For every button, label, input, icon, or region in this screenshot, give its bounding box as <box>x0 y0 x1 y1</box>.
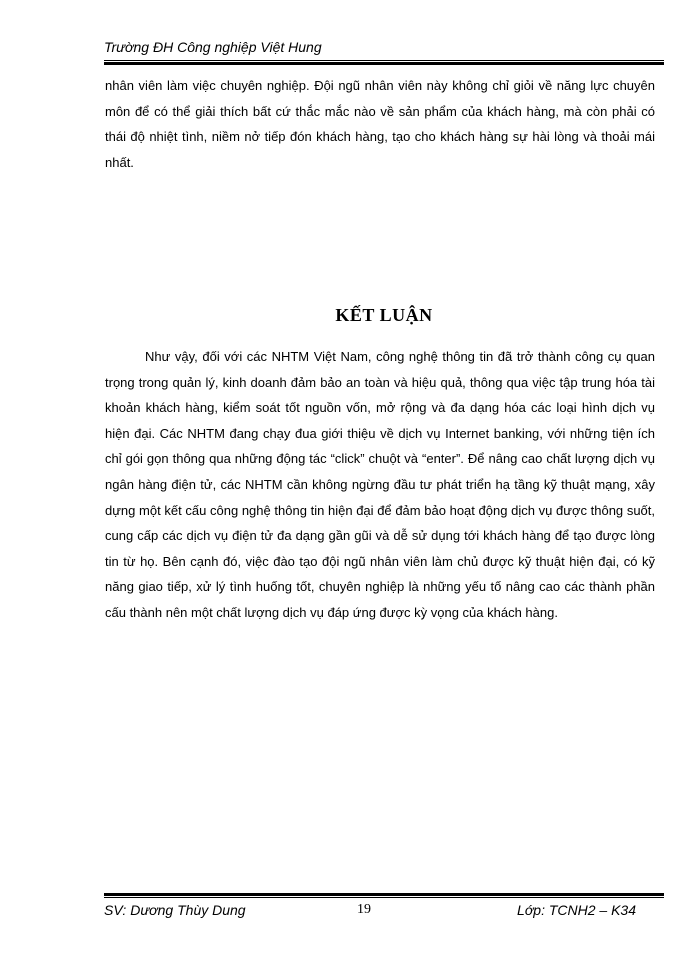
footer-student-name: SV: Dương Thùy Dung <box>104 902 246 918</box>
conclusion-paragraph: Như vậy, đối với các NHTM Việt Nam, công nghệ thông tin đã trở thành công cụ quan trọng trong quản lý, kinh doanh đảm bảo an toàn và hiệu quả, thông qua việc tập trung hóa tài khoản khách hàng, kiểm soát tốt nguồn vốn, mở rộng và đa dạng hóa các loại hình dịch vụ hiện đại. Các NHTM đang chạy đua giới thiệu về dịch vụ Internet banking, với những tiện ích chỉ gói gọn thông qua những động tác “click” chuột và “enter”. Để nâng cao chất lượng dịch vụ ngân hàng điện tử, các NHTM cần không ngừng đầu tư phát triển hạ tầng kỹ thuật mạng, xây dựng một kết cấu công nghệ thông tin hiện đại để đảm bảo hoạt động dịch vụ được thông suốt, cung cấp các dịch vụ điện tử đa dạng gần gũi và dễ sử dụng tới khách hàng để tạo được lòng tin từ họ. Bên cạnh đó, việc đào tạo đội ngũ nhân viên làm chủ được kỹ thuật hiện đại, có kỹ năng giao tiếp, xử lý tình huống tốt, chuyên nghiệp là những yếu tố nâng cao các thành phần cấu thành nên một chất lượng dịch vụ đáp ứng được kỳ vọng của khách hàng. <box>105 349 655 620</box>
page-footer <box>104 901 664 921</box>
paragraph-continued: nhân viên làm việc chuyên nghiệp. Đội ngũ nhân viên này không chỉ giỏi về năng lực chuyên môn để có thể giải thích bất cứ thắc mắc nào về sản phẩm của khách hàng, mà còn phải có thái độ nhiệt tình, niềm nở tiếp đón khách hàng, tạo cho khách hàng sự hài lòng và thoải mái nhất. <box>105 78 655 170</box>
footer-rule-thin <box>104 897 664 898</box>
header-rule-thick <box>104 62 664 65</box>
page-header <box>104 38 664 62</box>
section-heading: KẾT LUẬN <box>335 305 433 325</box>
footer-class: Lớp: TCNH2 – K34 <box>517 902 636 918</box>
header-title: Trường ĐH Công nghiệp Việt Hung <box>104 39 322 55</box>
header-rule-thin <box>104 60 664 61</box>
footer-rule-thick <box>104 893 664 896</box>
page-number: 19 <box>357 902 371 917</box>
